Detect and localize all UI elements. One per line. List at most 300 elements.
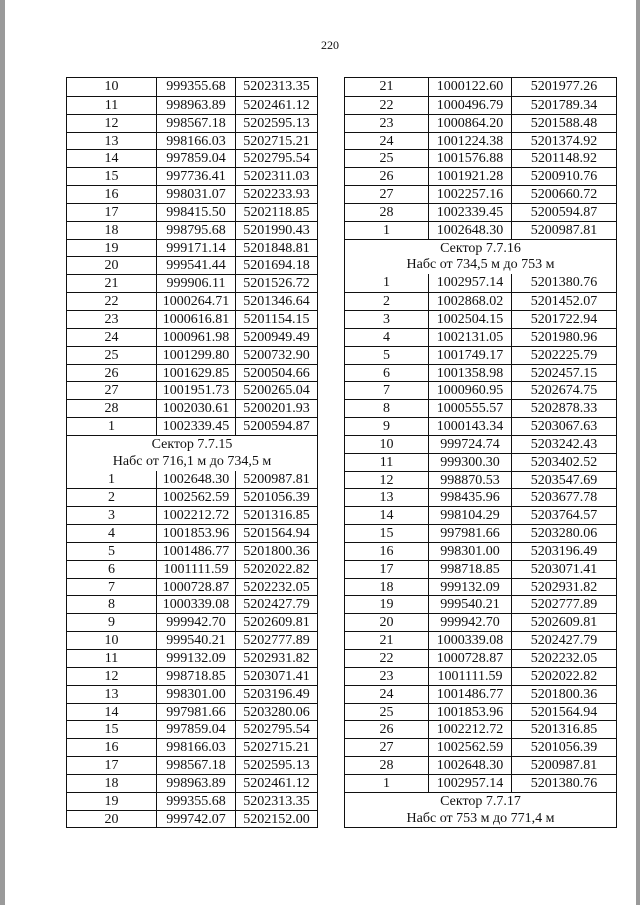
x-coordinate: 998104.29 <box>429 507 512 524</box>
coordinates-table-right <box>344 77 617 828</box>
point-number: 16 <box>67 739 157 756</box>
x-coordinate: 1000339.08 <box>157 596 236 613</box>
x-coordinate: 1000555.57 <box>429 400 512 417</box>
table-row <box>345 274 616 292</box>
y-coordinate: 5202795.54 <box>243 151 310 167</box>
y-coordinate: 5202777.89 <box>243 633 310 649</box>
y-coordinate: 5202427.79 <box>530 633 598 649</box>
point-number: 18 <box>67 775 157 792</box>
y-coordinate: 5202313.35 <box>243 793 310 809</box>
sector-range: Набс от 716,1 м до 734,5 м <box>112 453 272 469</box>
table-row <box>67 203 317 221</box>
x-coordinate: 998415.50 <box>157 204 236 221</box>
point-number: 11 <box>67 97 157 114</box>
x-coordinate: 999724.74 <box>429 436 512 453</box>
x-coordinate: 998166.03 <box>157 133 236 150</box>
x-coordinate: 998963.89 <box>157 775 236 792</box>
point-number: 28 <box>345 757 429 774</box>
y-coordinate: 5202233.93 <box>243 187 310 203</box>
sector-title: Сектор 7.7.16 <box>345 239 616 257</box>
table-row <box>67 738 317 756</box>
y-coordinate: 5202931.82 <box>530 579 598 595</box>
point-number: 1 <box>67 471 157 489</box>
y-coordinate: 5201374.92 <box>530 133 598 149</box>
y-coordinate: 5203677.78 <box>530 490 598 506</box>
point-number: 5 <box>67 543 157 560</box>
table-row <box>67 417 317 435</box>
table-row <box>345 613 616 631</box>
point-number: 22 <box>67 293 157 310</box>
table-row <box>67 274 317 292</box>
x-coordinate: 997981.66 <box>157 704 236 721</box>
page-number: 220 <box>321 38 339 52</box>
y-coordinate: 5200949.49 <box>243 329 310 345</box>
y-coordinate: 5202609.81 <box>530 615 598 631</box>
y-coordinate: 5201526.72 <box>243 276 310 292</box>
y-coordinate: 5200504.66 <box>243 365 310 381</box>
table-row <box>67 346 317 364</box>
x-coordinate: 1001576.88 <box>429 150 512 167</box>
table-row <box>345 132 616 150</box>
y-coordinate: 5200987.81 <box>530 758 598 774</box>
table-row <box>67 78 317 96</box>
table-row <box>345 471 616 489</box>
y-coordinate: 5201148.92 <box>531 151 597 167</box>
y-coordinate: 5201564.94 <box>243 526 310 542</box>
table-row <box>67 524 317 542</box>
rows-group <box>345 274 616 791</box>
point-number: 1 <box>345 274 429 292</box>
point-number: 17 <box>345 561 429 578</box>
point-number: 19 <box>67 793 157 810</box>
x-coordinate: 1001921.28 <box>429 168 512 185</box>
y-coordinate: 5202152.00 <box>243 811 310 827</box>
y-coordinate: 5201452.07 <box>530 294 598 310</box>
table-row <box>67 667 317 685</box>
point-number: 14 <box>67 150 157 167</box>
table-row <box>345 524 616 542</box>
point-number: 16 <box>345 543 429 560</box>
point-number: 19 <box>345 596 429 613</box>
x-coordinate: 1000264.71 <box>157 293 236 310</box>
table-row <box>345 221 616 239</box>
y-coordinate: 5201694.18 <box>243 258 310 274</box>
y-coordinate: 5200201.93 <box>243 401 310 417</box>
y-coordinate: 5200594.87 <box>243 419 310 435</box>
table-row <box>67 471 317 489</box>
x-coordinate: 999541.44 <box>157 257 236 274</box>
y-coordinate: 5202461.12 <box>243 97 310 113</box>
point-number: 12 <box>67 668 157 685</box>
x-coordinate: 1001224.38 <box>429 133 512 150</box>
table-row <box>345 667 616 685</box>
x-coordinate: 1000960.95 <box>429 382 512 399</box>
point-number: 14 <box>67 704 157 721</box>
y-coordinate: 5202232.05 <box>243 579 310 595</box>
table-row <box>345 346 616 364</box>
y-coordinate: 5202595.13 <box>243 758 310 774</box>
y-coordinate: 5203547.69 <box>530 472 598 488</box>
x-coordinate: 1001358.98 <box>429 365 512 382</box>
point-number: 28 <box>345 204 429 221</box>
point-number: 17 <box>67 757 157 774</box>
x-coordinate: 997859.04 <box>157 721 236 738</box>
x-coordinate: 1001486.77 <box>429 686 512 703</box>
x-coordinate: 1000616.81 <box>157 311 236 328</box>
point-number: 1 <box>67 418 157 435</box>
table-row <box>345 149 616 167</box>
table-row <box>345 417 616 435</box>
x-coordinate: 1002257.16 <box>429 186 512 203</box>
y-coordinate: 5203067.63 <box>530 419 598 435</box>
table-row <box>67 364 317 382</box>
table-row <box>67 720 317 738</box>
x-coordinate: 1001299.80 <box>157 347 236 364</box>
point-number: 1 <box>345 775 429 792</box>
point-number: 4 <box>345 329 429 346</box>
y-coordinate: 5202795.54 <box>243 722 310 738</box>
point-number: 23 <box>67 311 157 328</box>
table-row <box>345 703 616 721</box>
table-row <box>67 792 317 810</box>
x-coordinate: 998795.68 <box>157 222 236 239</box>
point-number: 2 <box>67 489 157 506</box>
point-number: 26 <box>67 365 157 382</box>
table-row <box>67 310 317 328</box>
x-coordinate: 1001853.96 <box>157 525 236 542</box>
y-coordinate: 5201848.81 <box>243 240 310 256</box>
table-row <box>67 685 317 703</box>
x-coordinate: 1001111.59 <box>157 561 236 578</box>
point-number: 26 <box>345 168 429 185</box>
y-coordinate: 5200732.90 <box>243 347 310 363</box>
x-coordinate: 1002957.14 <box>429 775 512 792</box>
point-number: 13 <box>345 489 429 506</box>
table-row <box>67 167 317 185</box>
table-row <box>67 578 317 596</box>
table-row <box>67 631 317 649</box>
x-coordinate: 1000339.08 <box>429 632 512 649</box>
x-coordinate: 998567.18 <box>157 115 236 132</box>
table-row <box>67 381 317 399</box>
x-coordinate: 999942.70 <box>157 614 236 631</box>
x-coordinate: 1001486.77 <box>157 543 236 560</box>
table-row <box>345 649 616 667</box>
y-coordinate: 5201800.36 <box>530 686 598 702</box>
table-row <box>345 631 616 649</box>
table-row <box>67 649 317 667</box>
x-coordinate: 999355.68 <box>157 793 236 810</box>
x-coordinate: 999132.09 <box>429 579 512 596</box>
x-coordinate: 1000122.60 <box>429 78 512 96</box>
table-row <box>345 399 616 417</box>
table-row <box>67 595 317 613</box>
y-coordinate: 5201316.85 <box>530 722 598 738</box>
point-number: 26 <box>345 721 429 738</box>
table-row <box>345 453 616 471</box>
point-number: 17 <box>67 204 157 221</box>
x-coordinate: 1002212.72 <box>157 507 236 524</box>
x-coordinate: 999540.21 <box>157 632 236 649</box>
point-number: 19 <box>67 240 157 257</box>
point-number: 21 <box>67 275 157 292</box>
x-coordinate: 1001749.17 <box>429 347 512 364</box>
x-coordinate: 1002957.14 <box>429 274 512 292</box>
x-coordinate: 1002339.45 <box>157 418 236 435</box>
y-coordinate: 5202931.82 <box>243 651 310 666</box>
table-row <box>345 506 616 524</box>
table-row <box>345 185 616 203</box>
table-row <box>67 506 317 524</box>
table-row <box>67 132 317 150</box>
point-number: 8 <box>345 400 429 417</box>
point-number: 11 <box>345 454 429 471</box>
x-coordinate: 999171.14 <box>157 240 236 257</box>
y-coordinate: 5202461.12 <box>243 775 310 791</box>
table-row <box>67 114 317 132</box>
table-row <box>345 560 616 578</box>
table-row <box>67 96 317 114</box>
point-number: 22 <box>345 97 429 114</box>
x-coordinate: 1002648.30 <box>429 757 512 774</box>
point-number: 27 <box>345 186 429 203</box>
point-number: 12 <box>67 115 157 132</box>
y-coordinate: 5203196.49 <box>530 543 598 559</box>
x-coordinate: 1002339.45 <box>429 204 512 221</box>
table-row <box>345 720 616 738</box>
point-number: 14 <box>345 507 429 524</box>
rows-group <box>67 78 317 435</box>
scan-edge-right <box>636 0 640 905</box>
table-row <box>67 239 317 257</box>
table-row <box>67 613 317 631</box>
x-coordinate: 1001629.85 <box>157 365 236 382</box>
y-coordinate: 5203280.06 <box>243 704 310 720</box>
x-coordinate: 1001111.59 <box>429 668 512 685</box>
point-number: 10 <box>345 436 429 453</box>
table-row <box>345 738 616 756</box>
point-number: 9 <box>67 614 157 631</box>
point-number: 3 <box>345 311 429 328</box>
point-number: 4 <box>67 525 157 542</box>
y-coordinate: 5200265.04 <box>243 383 310 399</box>
table-row <box>345 595 616 613</box>
rows-group <box>67 471 317 828</box>
y-coordinate: 5201346.64 <box>243 294 310 310</box>
table-row <box>345 488 616 506</box>
y-coordinate: 5201564.94 <box>530 704 598 720</box>
table-row <box>345 542 616 560</box>
x-coordinate: 999742.07 <box>157 811 236 828</box>
y-coordinate: 5202595.13 <box>243 115 310 131</box>
x-coordinate: 998301.00 <box>157 686 236 703</box>
x-coordinate: 998963.89 <box>157 97 236 114</box>
point-number: 24 <box>345 686 429 703</box>
point-number: 24 <box>345 133 429 150</box>
y-coordinate: 5202311.03 <box>243 169 310 185</box>
point-number: 27 <box>345 739 429 756</box>
point-number: 28 <box>67 400 157 417</box>
x-coordinate: 999942.70 <box>429 614 512 631</box>
y-coordinate: 5201056.39 <box>243 490 310 506</box>
point-number: 20 <box>67 257 157 274</box>
point-number: 25 <box>345 704 429 721</box>
x-coordinate: 998166.03 <box>157 739 236 756</box>
y-coordinate: 5201800.36 <box>243 543 310 559</box>
y-coordinate: 5202715.21 <box>243 740 310 756</box>
x-coordinate: 1000961.98 <box>157 329 236 346</box>
y-coordinate: 5202427.79 <box>243 597 310 613</box>
table-row <box>345 328 616 346</box>
x-coordinate: 998718.85 <box>429 561 512 578</box>
point-number: 6 <box>345 365 429 382</box>
table-row <box>345 114 616 132</box>
point-number: 7 <box>67 579 157 596</box>
x-coordinate: 997981.66 <box>429 525 512 542</box>
point-number: 13 <box>67 133 157 150</box>
y-coordinate: 5202118.85 <box>243 204 310 220</box>
x-coordinate: 999355.68 <box>157 78 236 96</box>
point-number: 21 <box>345 78 429 96</box>
y-coordinate: 5202313.35 <box>243 79 310 94</box>
sector-range: Набс от 753 м до 771,4 м <box>406 810 555 826</box>
y-coordinate: 5201154.15 <box>243 311 310 327</box>
x-coordinate: 1001951.73 <box>157 382 236 399</box>
y-coordinate: 5200987.81 <box>530 222 598 238</box>
x-coordinate: 997859.04 <box>157 150 236 167</box>
y-coordinate: 5203764.57 <box>530 508 598 524</box>
y-coordinate: 5202777.89 <box>530 597 598 613</box>
table-row <box>345 364 616 382</box>
y-coordinate: 5203071.41 <box>530 561 598 577</box>
point-number: 25 <box>67 347 157 364</box>
x-coordinate: 1000496.79 <box>429 97 512 114</box>
y-coordinate: 5202225.79 <box>530 347 598 363</box>
table-row <box>67 774 317 792</box>
y-coordinate: 5203071.41 <box>243 668 310 684</box>
table-row <box>345 435 616 453</box>
point-number: 10 <box>67 632 157 649</box>
y-coordinate: 5200987.81 <box>243 471 310 487</box>
x-coordinate: 1002030.61 <box>157 400 236 417</box>
point-number: 20 <box>67 811 157 828</box>
table-row <box>345 578 616 596</box>
y-coordinate: 5203196.49 <box>243 686 310 702</box>
y-coordinate: 5202232.05 <box>530 651 598 666</box>
y-coordinate: 5202878.33 <box>530 401 598 417</box>
coordinates-table-left <box>66 77 318 828</box>
point-number: 27 <box>67 382 157 399</box>
table-row <box>345 685 616 703</box>
y-coordinate: 5203280.06 <box>530 526 598 542</box>
x-coordinate: 1002212.72 <box>429 721 512 738</box>
y-coordinate: 5201789.34 <box>530 97 598 113</box>
x-coordinate: 998567.18 <box>157 757 236 774</box>
y-coordinate: 5202022.82 <box>530 668 598 684</box>
point-number: 7 <box>345 382 429 399</box>
y-coordinate: 5203402.52 <box>530 454 598 470</box>
x-coordinate: 999906.11 <box>157 275 236 292</box>
y-coordinate: 5200910.76 <box>530 169 598 185</box>
y-coordinate: 5201316.85 <box>243 508 310 524</box>
x-coordinate: 1000864.20 <box>429 115 512 132</box>
point-number: 15 <box>67 721 157 738</box>
y-coordinate: 5202715.21 <box>243 133 310 149</box>
y-coordinate: 5201380.76 <box>530 775 598 791</box>
x-coordinate: 1002562.59 <box>157 489 236 506</box>
x-coordinate: 1000728.87 <box>157 579 236 596</box>
table-row <box>67 328 317 346</box>
x-coordinate: 998031.07 <box>157 186 236 203</box>
point-number: 11 <box>67 650 157 667</box>
table-row <box>67 149 317 167</box>
scan-edge-left <box>0 0 5 905</box>
x-coordinate: 1000728.87 <box>429 650 512 667</box>
y-coordinate: 5201588.48 <box>530 115 598 131</box>
table-row <box>345 774 616 792</box>
x-coordinate: 998435.96 <box>429 489 512 506</box>
point-number: 5 <box>345 347 429 364</box>
y-coordinate: 5200594.87 <box>530 204 598 220</box>
y-coordinate: 5200660.72 <box>530 187 598 203</box>
x-coordinate: 1002504.15 <box>429 311 512 328</box>
point-number: 15 <box>67 168 157 185</box>
point-number: 22 <box>345 650 429 667</box>
table-row <box>67 756 317 774</box>
x-coordinate: 999132.09 <box>157 650 236 667</box>
table-row <box>67 810 317 828</box>
y-coordinate: 5202457.15 <box>530 365 598 381</box>
point-number: 8 <box>67 596 157 613</box>
table-row <box>345 310 616 328</box>
point-number: 15 <box>345 525 429 542</box>
sector-title: Сектор 7.7.17 <box>345 792 616 810</box>
x-coordinate: 1002648.30 <box>157 471 236 489</box>
x-coordinate: 1002131.05 <box>429 329 512 346</box>
table-row <box>345 756 616 774</box>
point-number: 20 <box>345 614 429 631</box>
point-number: 12 <box>345 472 429 489</box>
x-coordinate: 1002648.30 <box>429 222 512 239</box>
table-row <box>345 96 616 114</box>
point-number: 6 <box>67 561 157 578</box>
x-coordinate: 1002868.02 <box>429 293 512 310</box>
y-coordinate: 5202022.82 <box>243 561 310 577</box>
x-coordinate: 1000143.34 <box>429 418 512 435</box>
table-row <box>67 292 317 310</box>
y-coordinate: 5202609.81 <box>243 615 310 631</box>
x-coordinate: 997736.41 <box>157 168 236 185</box>
point-number: 16 <box>67 186 157 203</box>
table-row <box>67 256 317 274</box>
table-row <box>345 203 616 221</box>
table-row <box>67 560 317 578</box>
point-number: 25 <box>345 150 429 167</box>
table-row <box>345 381 616 399</box>
point-number: 10 <box>67 78 157 96</box>
table-row <box>67 703 317 721</box>
y-coordinate: 5201990.43 <box>243 222 310 238</box>
point-number: 13 <box>67 686 157 703</box>
point-number: 21 <box>345 632 429 649</box>
table-row <box>67 399 317 417</box>
y-coordinate: 5202674.75 <box>530 383 598 399</box>
table-row <box>67 488 317 506</box>
x-coordinate: 999300.30 <box>429 454 512 471</box>
rows-group <box>345 78 616 239</box>
y-coordinate: 5201056.39 <box>530 740 598 756</box>
point-number: 3 <box>67 507 157 524</box>
